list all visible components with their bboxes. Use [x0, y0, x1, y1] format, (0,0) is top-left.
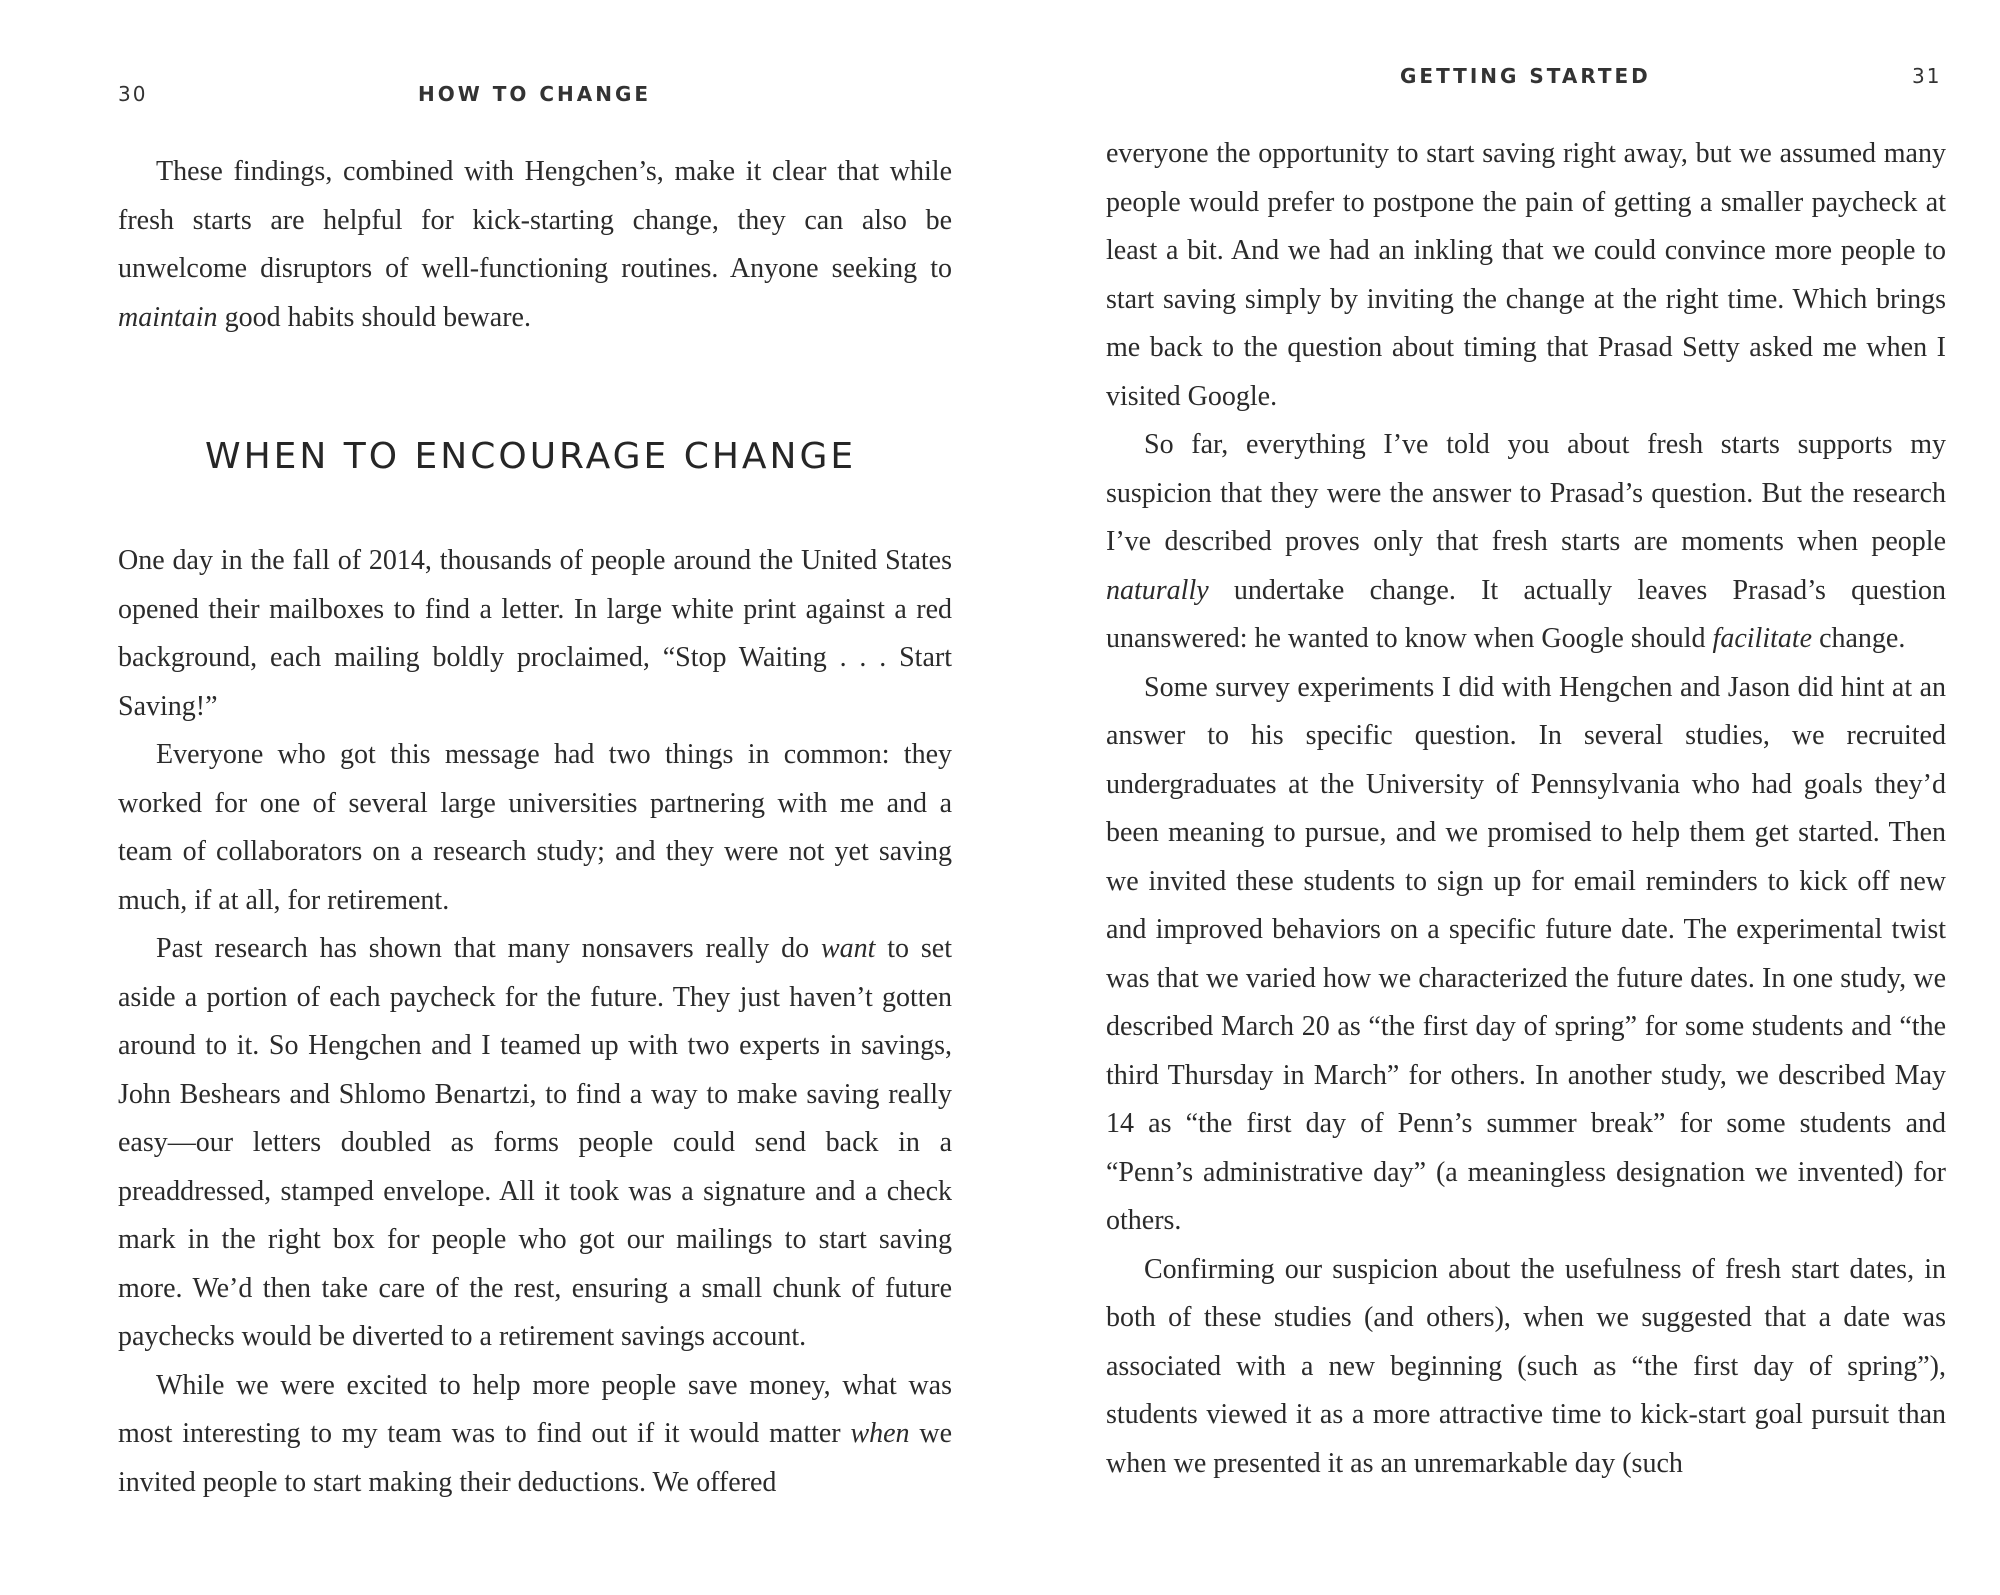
emphasis: want	[820, 933, 876, 964]
section-heading: WHEN TO ENCOURAGE CHANGE	[205, 436, 857, 477]
text-run: These findings, combined with Hengchen’s, make it clear that while fresh starts are helpful for kick-starting change, they can also be unwelcome disruptors of well-functioning routines. Anyone seeking to	[118, 156, 952, 284]
paragraph	[118, 925, 952, 1362]
running-head: GETTING STARTED	[1400, 64, 1651, 88]
text-run: So far, everything I’ve told you about fresh starts supports my suspicion that they were the answer to Prasad’s question. But the research I’ve described proves only that fresh starts are moments when people	[1106, 429, 1946, 557]
text-run: Past research has shown that many nonsavers really do	[156, 933, 821, 964]
page-number: 30	[118, 82, 148, 106]
body-text	[1106, 130, 1946, 1488]
text-run: undertake change. It actually leaves Prasad’s question unanswered: he wanted to know when Google should	[1106, 574, 1946, 654]
paragraph	[1106, 421, 1946, 664]
text-run: good habits should beware.	[217, 301, 531, 333]
body-text	[118, 537, 952, 1507]
paragraph	[118, 1362, 952, 1508]
page-number: 31	[1912, 64, 1942, 88]
text-run: we invited people to start making their deductions. We offered	[118, 1418, 952, 1498]
text-run: to set aside a portion of each paycheck for the future. They just haven’t gotten around to it. So Hengchen and I teamed up with two experts in savings, John Beshears and Shlomo Benartzi, to find a way to make saving really easy—our letters doubled as forms people could send back in a preaddressed, stamped envelope. All it took was a signature and a check mark in the right box for people who got our mailings to start saving more. We’d then take care of the rest, ensuring a small chunk of future paychecks would be diverted to a retirement savings account.	[118, 933, 952, 1352]
paragraph: everyone the opportunity to start saving right away, but we assumed many people would prefer to postpone the pain of getting a smaller paycheck at least a bit. And we had an inkling that we could convince more people to start saving simply by inviting the change at the right time. Which brings me back to the question about timing that Prasad Setty asked me when I visited Google.	[1106, 138, 1946, 412]
emphasis: maintain	[118, 301, 218, 333]
text-run: While we were excited to help more people save money, what was most interesting to my team was to find out if it would matter	[118, 1369, 952, 1449]
running-head: HOW TO CHANGE	[418, 82, 652, 106]
paragraph: Confirming our suspicion about the usefulness of fresh start dates, in both of these studies (and others), when we suggested that a date was associated with a new beginning (such as “the first day of spring”), students viewed it as a more attractive time to kick-start goal pursuit than when we presented it as an unremarkable day (such	[1106, 1253, 1946, 1479]
intro-paragraph	[118, 148, 952, 342]
paragraph: Some survey experiments I did with Hengchen and Jason did hint at an answer to his specific question. In several studies, we recruited undergraduates at the University of Pennsylvania who had goals they’d been meaning to pursue, and we promised to help them get started. Then we invited these students to sign up for email reminders to kick off new and improved behaviors on a specific future date. The experimental twist was that we varied how we characterized the future dates. In one study, we described March 20 as “the first day of spring” for some students and “the third Thursday in March” for others. In another study, we described May 14 as “the first day of Penn’s summer break” for some students and “Penn’s administrative day” (a meaningless designation we invented) for others.	[1106, 671, 1946, 1236]
emphasis: facilitate	[1712, 623, 1813, 654]
right-page	[1000, 0, 2000, 1595]
emphasis: naturally	[1106, 574, 1209, 606]
paragraph: One day in the fall of 2014, thousands of people around the United States opened their mailboxes to find a letter. In large white print against a red background, each mailing boldly proclaimed, “Stop Waiting . . . Start Saving!”	[118, 545, 952, 722]
text-run: change.	[1812, 623, 1906, 654]
intro-text	[118, 148, 952, 342]
paragraph: Everyone who got this message had two things in common: they worked for one of several large universities partnering with me and a team of collaborators on a research study; and they were not yet saving much, if at all, for retirement.	[118, 739, 952, 916]
emphasis: when	[850, 1418, 910, 1449]
